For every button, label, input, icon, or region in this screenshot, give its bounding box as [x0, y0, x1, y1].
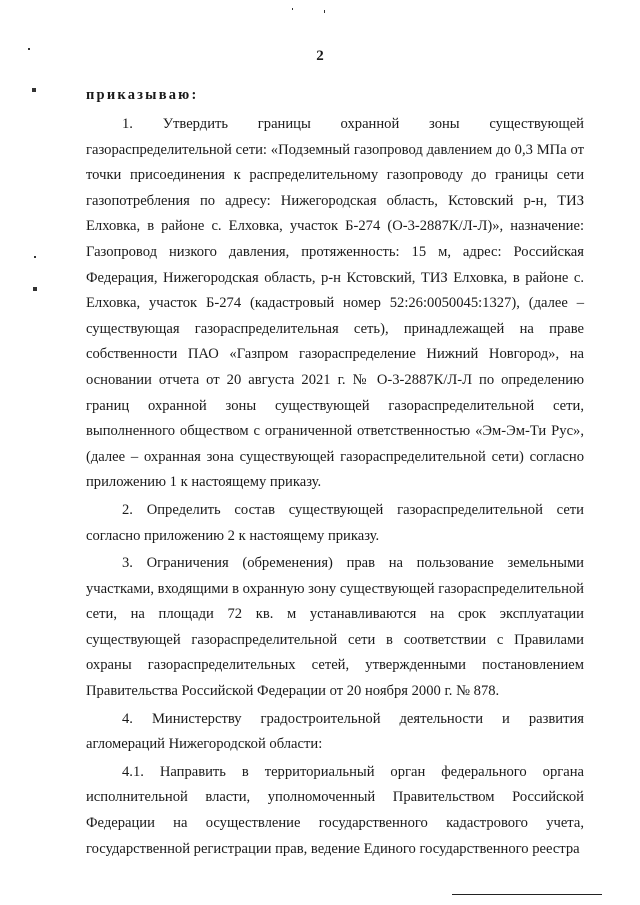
document-body	[86, 112, 584, 862]
paragraph-2: 2. Определить состав существующей газораспределительной сети согласно приложению 2 к настоящему приказу.	[86, 501, 584, 544]
scan-mark	[292, 8, 293, 10]
paragraph-4: 4. Министерству градостроительной деятельности и развития агломераций Нижегородской области:	[86, 710, 584, 753]
scan-mark	[32, 88, 36, 92]
paragraph-5: 4.1. Направить в территориальный орган федерального органа исполнительной власти, уполномоченный Правительством Российской Федерации на осуществление государственного кадастрового учета, государственной регистрации прав, ведение Единого государственного реестра	[86, 763, 584, 857]
page-number: 2	[316, 48, 324, 64]
paragraph-3: 3. Ограничения (обременения) прав на пользование земельными участками, входящими в охранную зону существующей газораспределительной сети, на площади 72 кв. м устанавливаются на срок эксплуатации существующей газораспределительной сети в соответствии с Правилами охраны газораспределительных сетей, утвержденными постановлением Правительства Российской Федерации от 20 ноября 2000 г. № 878.	[86, 555, 584, 700]
scan-mark	[33, 287, 37, 291]
paragraph-1: 1. Утвердить границы охранной зоны существующей газораспределительной сети: «Подземный газопровод давлением до 0,3 МПа от точки присоединения к распределительному газопроводу до границы сети газопотребления по адресу: Нижегородская область, Кстовский р-н, ТИЗ Елховка, в районе с. Елховка, участок Б-274 (О-3-2887К/Л-Л)», назначение: Газопровод низкого давления, протяженность: 15 м, адрес: Российская Федерация, Нижегородская область, р-н Кстовский, ТИЗ Елховка, в районе с. Елховка, участок Б-274 (кадастровый номер 52:26:0050045:1327), (далее – существующая газораспределительная сеть), принадлежащей на праве собственности ПАО «Газпром газораспределение Нижний Новгород», на основании отчета от 20 августа 2021 г. № О-3-2887К/Л-Л по определению границ охранной зоны существующей газораспределительной сети, выполненного обществом с ограниченной ответственностью «Эм-Эм-Ти Рус», (далее – охранная зона существующей газораспределительной сети) согласно приложению 1 к настоящему приказу.	[86, 116, 584, 491]
scan-mark	[324, 10, 325, 13]
order-heading: приказываю:	[86, 87, 199, 103]
footer-divider	[452, 894, 602, 895]
scan-mark	[34, 256, 36, 258]
scan-mark	[28, 48, 30, 50]
